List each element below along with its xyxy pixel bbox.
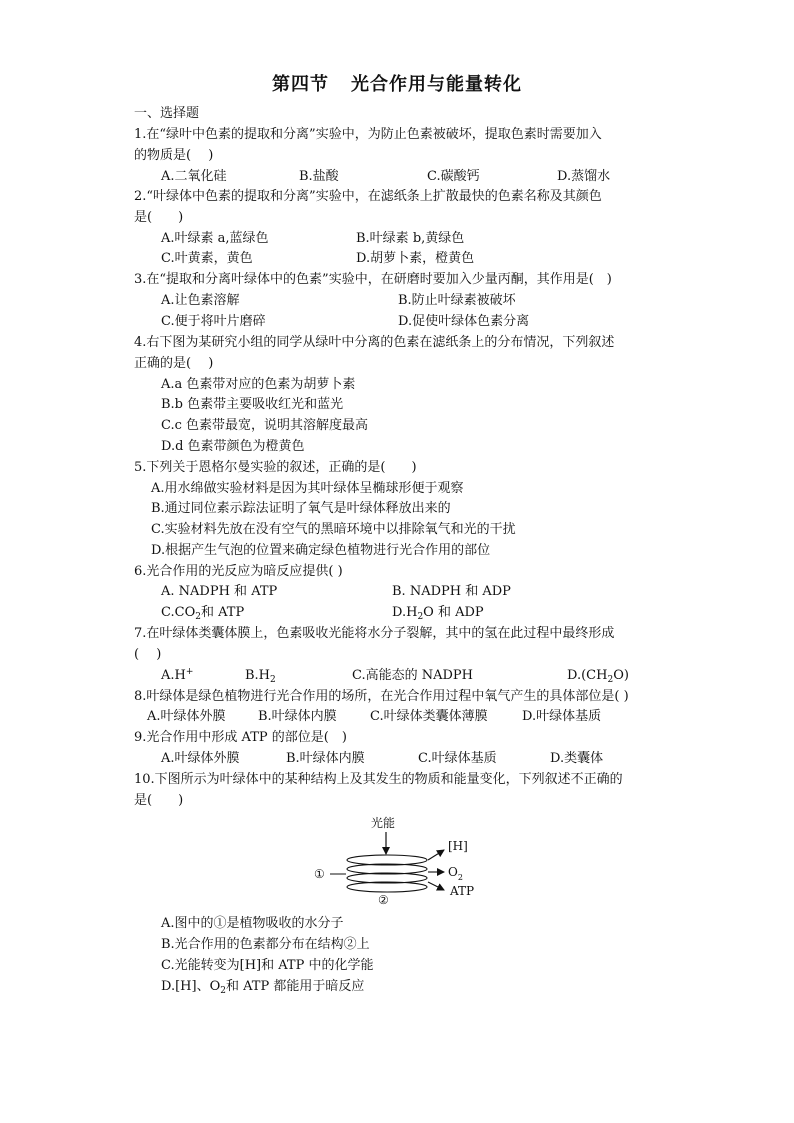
q10-option-c[interactable]: C.光能转变为[H]和 ATP 中的化学能 <box>161 958 374 973</box>
q2-option-b[interactable]: B.叶绿素 b,黄绿色 <box>356 231 465 246</box>
q8-option-b[interactable]: B.叶绿体内膜 <box>258 709 337 724</box>
q8-stem-line1: 8.叶绿体是绿色植物进行光合作用的场所，在光合作用过程中氧气产生的具体部位是( ) <box>134 689 629 704</box>
q5-option-b[interactable]: B.通过同位素示踪法证明了氧气是叶绿体释放出来的 <box>151 501 451 516</box>
title-section-number: 第四节 <box>272 74 329 95</box>
q6-option-a[interactable]: A. NADPH 和 ATP <box>161 584 278 599</box>
q9-option-b[interactable]: B.叶绿体内膜 <box>286 751 365 766</box>
q7-stem-line2: ( ) <box>134 647 162 662</box>
q1-option-c[interactable]: C.碳酸钙 <box>427 169 480 184</box>
q10-stem-line1: 10.下图所示为叶绿体中的某种结构上及其发生的物质和能量变化，下列叙述不正确的 <box>134 772 623 787</box>
h-arrow <box>428 850 444 860</box>
q5-stem-line1: 5.下列关于恩格尔曼实验的叙述，正确的是( ) <box>134 460 417 475</box>
q3-option-d[interactable]: D.促使叶绿体色素分离 <box>398 314 530 329</box>
q1-option-d[interactable]: D.蒸馏水 <box>557 169 611 184</box>
q9-stem-line1: 9.光合作用中形成 ATP 的部位是( ) <box>134 730 347 745</box>
section-heading: 一、选择题 <box>134 106 200 121</box>
q4-option-b[interactable]: B.b 色素带主要吸收红光和蓝光 <box>161 397 344 412</box>
q6-stem-line1: 6.光合作用的光反应为暗反应提供( ) <box>134 564 343 579</box>
q9-option-c[interactable]: C.叶绿体基质 <box>418 751 497 766</box>
q3-option-c[interactable]: C.便于将叶片磨碎 <box>161 314 266 329</box>
q7-option-a[interactable]: A.H+ <box>161 667 194 683</box>
h-label: [H] <box>448 839 468 853</box>
q1-stem-line2: 的物质是( ) <box>134 148 214 163</box>
structure-label-1: ① <box>314 867 325 881</box>
q4-stem-line2: 正确的是( ) <box>134 356 214 371</box>
q10-option-b[interactable]: B.光合作用的色素都分布在结构②上 <box>161 937 370 952</box>
q9-option-d[interactable]: D.类囊体 <box>550 751 604 766</box>
q4-option-d[interactable]: D.d 色素带颜色为橙黄色 <box>161 439 305 454</box>
q10-stem-line2: 是( ) <box>134 793 184 808</box>
q8-option-d[interactable]: D.叶绿体基质 <box>522 709 602 724</box>
q8-option-c[interactable]: C.叶绿体类囊体薄膜 <box>370 709 488 724</box>
q7-option-d[interactable]: $D.(CH_2O)$ <box>567 668 629 685</box>
page-title <box>0 70 794 96</box>
q2-option-d[interactable]: D.胡萝卜素，橙黄色 <box>356 251 475 266</box>
q4-option-a[interactable]: A.a 色素带对应的色素为胡萝卜素 <box>161 377 356 392</box>
q2-option-c[interactable]: C.叶黄素，黄色 <box>161 251 253 266</box>
q2-option-a[interactable]: A.叶绿素 a,蓝绿色 <box>161 231 269 246</box>
title-topic: 光合作用与能量转化 <box>351 74 522 95</box>
q10-option-d[interactable]: D.[H]、$O_2$和 ATP 都能用于暗反应 <box>161 979 365 996</box>
q7-option-b[interactable]: $B.H_2$ <box>245 668 276 685</box>
q10-option-a[interactable]: A.图中的①是植物吸收的水分子 <box>161 916 344 931</box>
q4-stem-line1: 4.右下图为某研究小组的同学从绿叶中分离的色素在滤纸条上的分布情况，下列叙述 <box>134 335 615 350</box>
q6-option-c[interactable]: $C.CO_2$和 ATP <box>161 605 245 622</box>
q5-option-d[interactable]: D.根据产生气泡的位置来确定绿色植物进行光合作用的部位 <box>151 543 491 558</box>
q7-option-c[interactable]: C.高能态的 NADPH <box>352 668 474 683</box>
q6-option-b[interactable]: B. NADPH 和 ADP <box>392 584 511 599</box>
q1-option-b[interactable]: B.盐酸 <box>299 169 339 184</box>
q4-option-c[interactable]: C.c 色素带最宽，说明其溶解度最高 <box>161 418 369 433</box>
q5-option-c[interactable]: C.实验材料先放在没有空气的黑暗环境中以排除氧气和光的干扰 <box>151 522 516 537</box>
q3-stem-line1: 3.在“提取和分离叶绿体中的色素”实验中，在研磨时要加入少量丙酮，其作用是( ) <box>134 272 612 287</box>
thylakoid-stack <box>347 855 427 892</box>
q1-stem-line1: 1.在“绿叶中色素的提取和分离”实验中，为防止色素被破坏，提取色素时需要加入 <box>134 127 602 142</box>
light-energy-label: 光能 <box>371 816 396 830</box>
structure-label-2: ② <box>378 893 389 907</box>
q3-option-a[interactable]: A.让色素溶解 <box>161 293 240 308</box>
q7-stem-line1: 7.在叶绿体类囊体膜上，色素吸收光能将水分子裂解，其中的氢在此过程中最终形成 <box>134 626 615 641</box>
thylakoid-diagram <box>300 808 500 908</box>
q3-option-b[interactable]: B.防止叶绿素被破坏 <box>398 293 516 308</box>
q8-option-a[interactable]: A.叶绿体外膜 <box>147 709 226 724</box>
atp-label: ATP <box>450 884 475 898</box>
q6-option-d[interactable]: $D.H_2O$ 和 ADP <box>392 605 484 622</box>
o2-label: $O_2$ <box>448 865 463 882</box>
q9-option-a[interactable]: A.叶绿体外膜 <box>161 751 240 766</box>
q2-stem-line1: 2.“叶绿体中色素的提取和分离”实验中，在滤纸条上扩散最快的色素名称及其颜色 <box>134 189 602 204</box>
q5-option-a[interactable]: A.用水绵做实验材料是因为其叶绿体呈椭球形便于观察 <box>151 481 464 496</box>
q2-stem-line2: 是( ) <box>134 210 184 225</box>
atp-arrow <box>428 882 444 890</box>
q1-option-a[interactable]: A.二氧化硅 <box>161 169 227 184</box>
